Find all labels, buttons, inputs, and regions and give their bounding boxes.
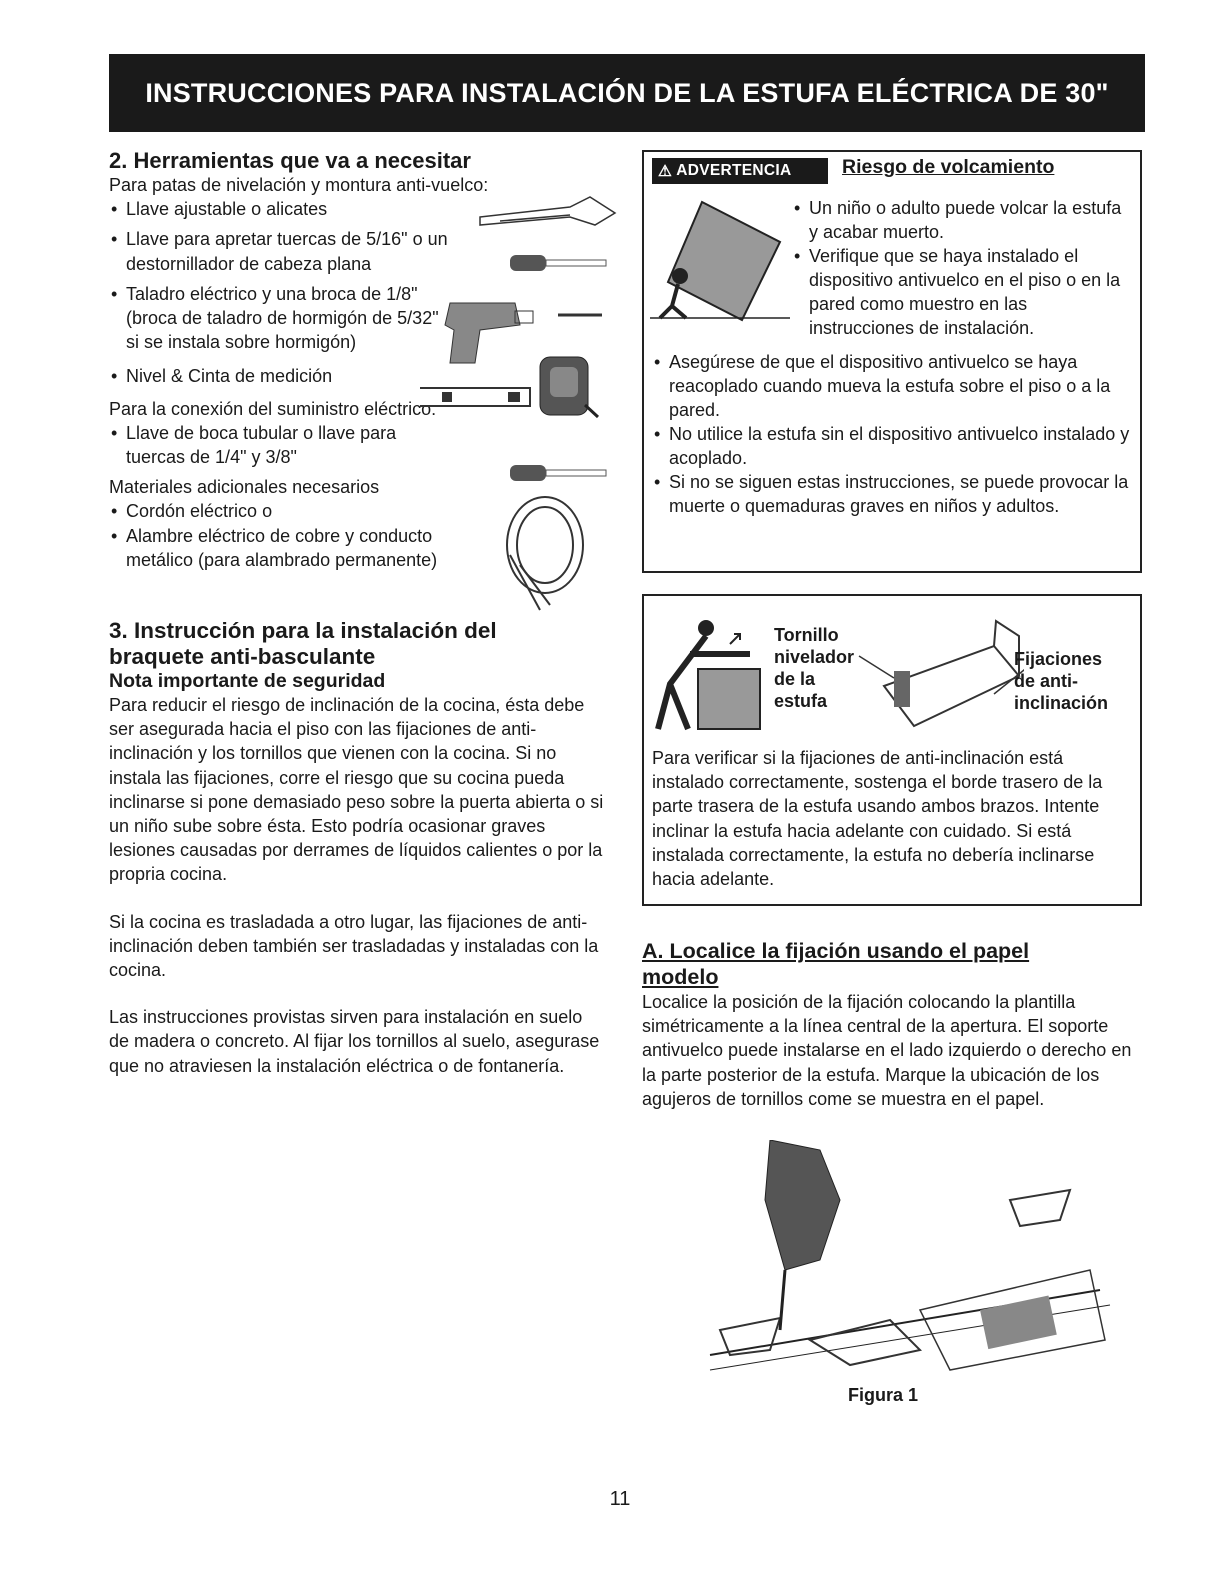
antitip-heading: 3. Instrucción para la instalación del braquete anti-basculante <box>109 618 497 669</box>
warning-item: • Asegúrese de que el dispositivo antivuelco se haya reacoplado cuando mueva la estufa sobre el piso o a la pared. <box>652 350 1134 422</box>
warning-box <box>642 150 1142 573</box>
antitip-subheading: Nota importante de seguridad <box>109 670 386 692</box>
warning-triangle-icon: ⚠ <box>658 162 673 180</box>
tools-item: • Llave ajustable o alicates <box>109 197 379 221</box>
warning-item: • No utilice la estufa sin el dispositivo antivuelco instalado y acoplado. <box>652 422 1134 470</box>
drill-icon <box>445 303 602 363</box>
verify-text: Para verificar si la fijaciones de anti-inclinación está instalado correctamente, sostenga el borde trasero de la parte trasera de la estufa usando ambos brazos. Intente inclinar la estufa hacia adelante con cuidado. Si está instalada correctamente, la estufa no debería inclinarse hacia adelante. <box>652 748 1103 890</box>
antitip-paragraph-1: Para reducir el riesgo de inclinación de la cocina, ésta debe ser asegurada hacia el piso con las fijaciones de anti-inclinación y los tornillos que vienen con la cocina. Si no instala las fijaciones, corre el riesgo que su cocina pueda inclinarse si pone demasiado peso sobre la puerta abierta o si un niño sube sobre ésta. Esto podría ocasionar graves lesiones causadas por derrames de líquidos calientes o por la propria cocina. <box>109 695 604 885</box>
locate-heading: A. Localice la fijación usando el papel modelo <box>642 939 1030 989</box>
screw-label: Tornillo nivelador de la estufa <box>774 625 855 711</box>
antitip-paragraph-2: Si la cocina es trasladada a otro lugar, las fijaciones de anti-inclinación deben también ser trasladadas y instaladas con la cocina. <box>109 911 599 981</box>
figure-1-illustration <box>690 1140 1120 1380</box>
page-banner: INSTRUCCIONES PARA INSTALACIÓN DE LA ESTUFA ELÉCTRICA DE 30" <box>109 54 1145 132</box>
warning-top-list <box>792 196 1132 340</box>
power-cord-icon <box>507 497 583 610</box>
locate-text: Localice la posición de la fijación colocando la plantilla simétricamente a la línea central de la apertura. El soporte antivuelco puede instalarse en el lado izquierdo o derecho en la parte posterior de la estufa. Marque la ubicación de los agujeros de tornillos come se muestra en el papel. <box>642 992 1132 1109</box>
page-number: 11 <box>609 1488 631 1510</box>
warning-badge <box>652 158 828 184</box>
screwdriver-icon <box>510 255 606 271</box>
tools-illustration <box>420 185 620 615</box>
person-stove-illustration <box>650 614 780 734</box>
level-icon <box>420 388 530 406</box>
warning-title: Riesgo de volcamiento <box>842 156 1055 178</box>
antitip-section <box>109 618 604 1078</box>
tools-item: • Llave para apretar tuercas de 5/16" o un destornillador de cabeza plana <box>109 227 489 275</box>
tools-item: • Taladro eléctrico y una broca de 1/8" (broca de taladro de hormigón de 5/32" si se instala sobre hormigón) <box>109 282 439 355</box>
warning-list <box>652 350 1134 518</box>
verify-box <box>642 594 1142 906</box>
materials-intro: Materiales adicionales necesarios <box>109 477 380 498</box>
locate-section <box>642 938 1142 1111</box>
materials-item: • Cordón eléctrico o <box>109 499 619 523</box>
tip-over-illustration <box>650 194 790 324</box>
antitip-paragraph-3: Las instrucciones provistas sirven para instalación en suelo de madera o concreto. Al fijar los tornillos al suelo, asegurase que no atraviesen la instalación eléctrica o de fontanería. <box>109 1007 600 1076</box>
warning-badge-label: ADVERTENCIA <box>676 162 792 179</box>
warning-item: • Un niño o adulto puede volcar la estufa y acabar muerto. <box>792 196 1132 244</box>
bracket-label: Fijaciones de anti- inclinación <box>1014 649 1109 713</box>
bracket-illustration <box>844 616 1024 736</box>
tools-item: • Nivel & Cinta de medición <box>109 364 379 388</box>
warning-item: • Si no se siguen estas instrucciones, se puede provocar la muerte o quemaduras graves en niños y adultos. <box>652 470 1134 518</box>
elec-item: • Llave de boca tubular o llave para tuercas de 1/4" y 3/8" <box>109 421 439 469</box>
tools-intro: Para patas de nivelación y montura anti-vuelco: <box>109 175 489 195</box>
nut-driver-icon <box>510 465 606 481</box>
materials-item: • Alambre eléctrico de cobre y conducto metálico (para alambrado permanente) <box>109 524 479 572</box>
figure-caption: Figura 1 <box>848 1385 919 1405</box>
tape-measure-icon <box>540 357 598 417</box>
elec-intro: Para la conexión del suministro eléctrico: <box>109 398 437 419</box>
warning-item: • Verifique que se haya instalado el dispositivo antivuelco en el piso o en la pared como muestro en las instrucciones de instalación. <box>792 244 1132 340</box>
pliers-icon <box>480 197 615 225</box>
tools-heading: 2. Herramientas que va a necesitar <box>109 148 471 173</box>
